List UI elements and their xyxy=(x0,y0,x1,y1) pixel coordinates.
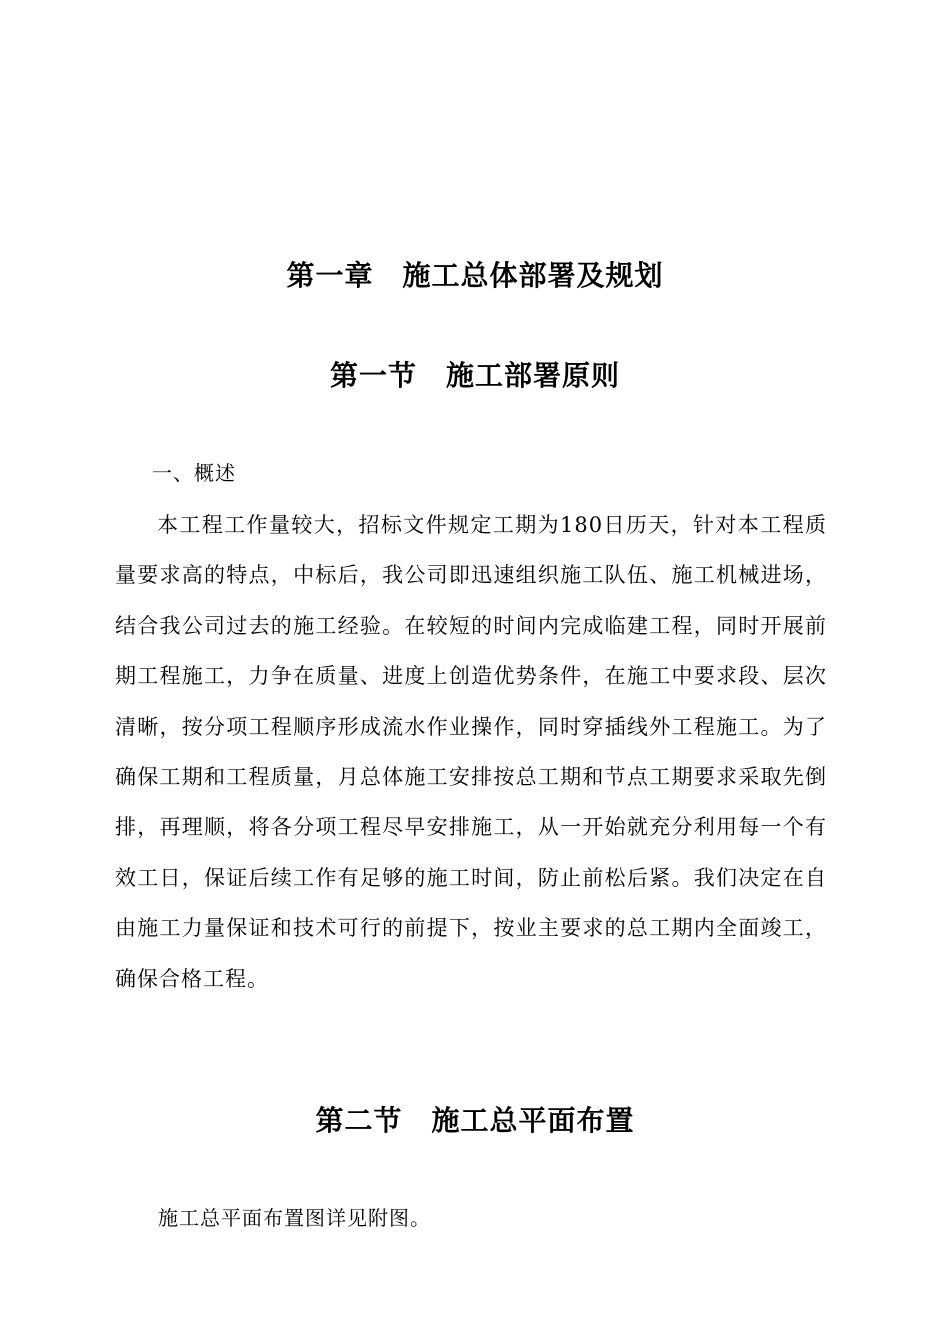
section-title-deployment-principles: 第一节 施工部署原则 xyxy=(329,359,620,392)
subheading-overview: 一、概述 xyxy=(152,461,236,485)
chapter-title: 第一章 施工总体部署及规划 xyxy=(286,259,664,292)
site-layout-note: 施工总平面布置图详见附图。 xyxy=(158,1206,431,1230)
section-title-site-layout: 第二节 施工总平面布置 xyxy=(315,1104,635,1137)
overview-paragraph: 本工程工作量较大，招标文件规定工期为180日历天，针对本工程质量要求高的特点，中标后，我公司即迅速组织施工队伍、施工机械进场，结合我公司过去的施工经验。在较短的时间内完成临建工程，同时开展前期工程施工，力争在质量、进度上创造优势条件，在施工中要求段、层次清晰，按分项工程顺序形成流水作业操作，同时穿插线外工程施工。为了确保工期和工程质量，月总体施工安排按总工期和节点工期要求采取先倒排，再理顺，将各分项工程尽早安排施工，从一开始就充分利用每一个有效工日，保证后续工作有足够的施工时间，防止前松后紧。我们决定在自由施工力量保证和技术可行的前提下，按业主要求的总工期内全面竣工，确保合格工程。 xyxy=(115,513,827,991)
